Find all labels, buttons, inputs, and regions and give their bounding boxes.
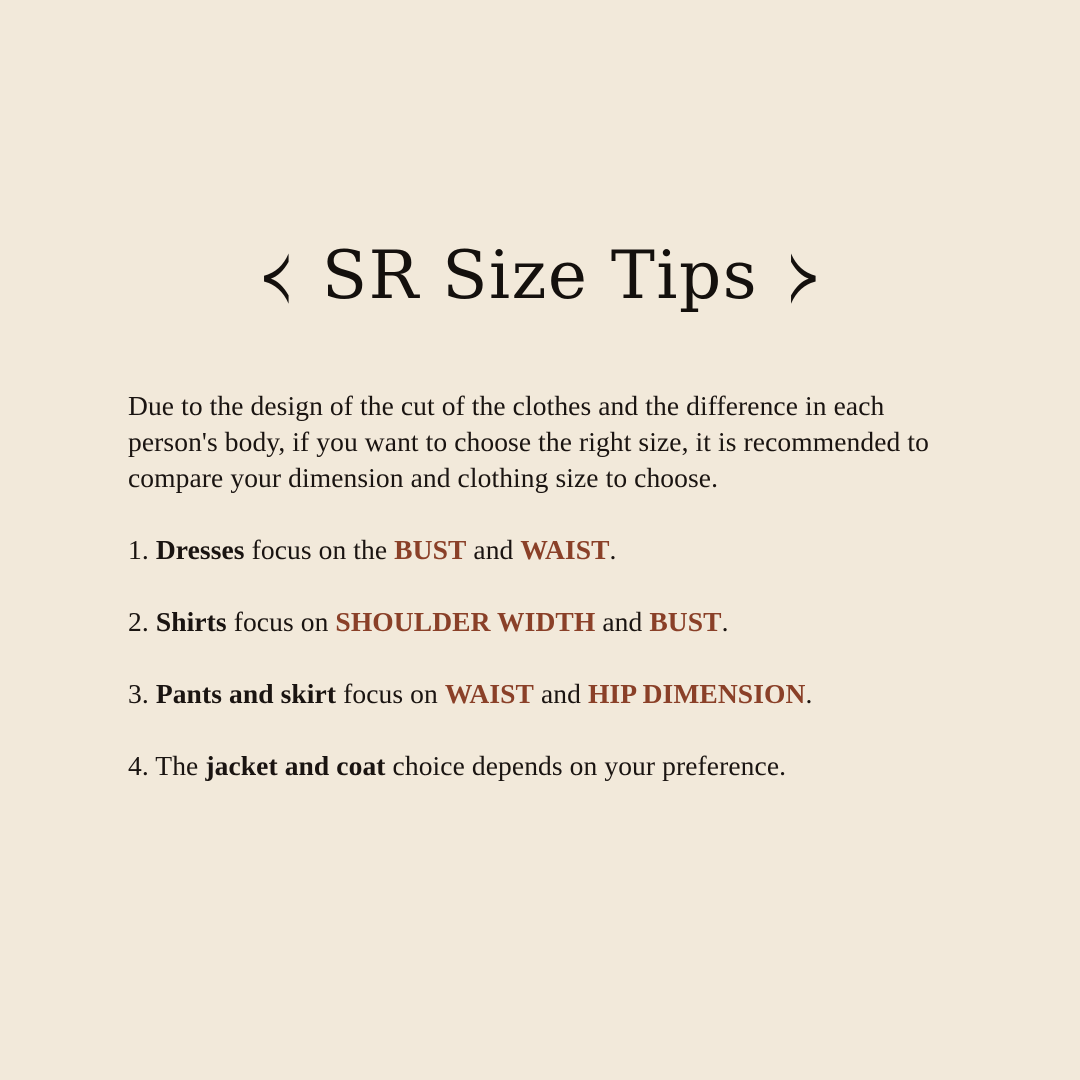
- item-number: 1.: [128, 534, 149, 565]
- intro-paragraph: Due to the design of the cut of the clothes and the difference in each person's body, if you want to choose the right size, it is recommended to compare your dimension and clothing size to choose.: [128, 390, 929, 493]
- tips-list: [128, 532, 968, 784]
- item-subject: Dresses: [155, 534, 245, 565]
- item-conjunction: and: [466, 534, 521, 565]
- item-conjunction: and: [533, 678, 588, 709]
- ornament-left-icon: ≺: [260, 234, 293, 318]
- item-mid: focus on: [226, 606, 336, 637]
- list-item: [128, 748, 968, 784]
- item-accent-primary: BUST: [394, 534, 467, 565]
- item-conjunction: and: [595, 606, 650, 637]
- item-accent-secondary: BUST: [649, 606, 722, 637]
- list-item: [128, 532, 968, 568]
- item-accent-secondary: HIP DIMENSION: [587, 678, 806, 709]
- item-end: .: [721, 606, 729, 637]
- item-subject: Pants and skirt: [155, 678, 337, 709]
- item-mid: focus on: [336, 678, 445, 709]
- item-end: .: [609, 534, 617, 565]
- item-subject: Shirts: [155, 606, 227, 637]
- page-title: [0, 234, 1080, 318]
- item-number: 2.: [128, 606, 149, 637]
- item-number: 4. The: [128, 750, 206, 781]
- item-end: .: [805, 678, 813, 709]
- item-mid: focus on the: [244, 534, 395, 565]
- ornament-right-icon: ≻: [787, 234, 820, 318]
- list-item: [128, 676, 968, 712]
- item-accent-primary: WAIST: [444, 678, 534, 709]
- item-mid: choice depends on your preference.: [385, 750, 787, 781]
- item-accent-primary: SHOULDER WIDTH: [335, 606, 596, 637]
- item-number: 3.: [128, 678, 149, 709]
- item-accent-secondary: WAIST: [520, 534, 610, 565]
- list-item: [128, 604, 968, 640]
- title-text: SR Size Tips: [321, 237, 759, 314]
- body-content: [128, 388, 968, 784]
- item-subject: jacket and coat: [205, 750, 386, 781]
